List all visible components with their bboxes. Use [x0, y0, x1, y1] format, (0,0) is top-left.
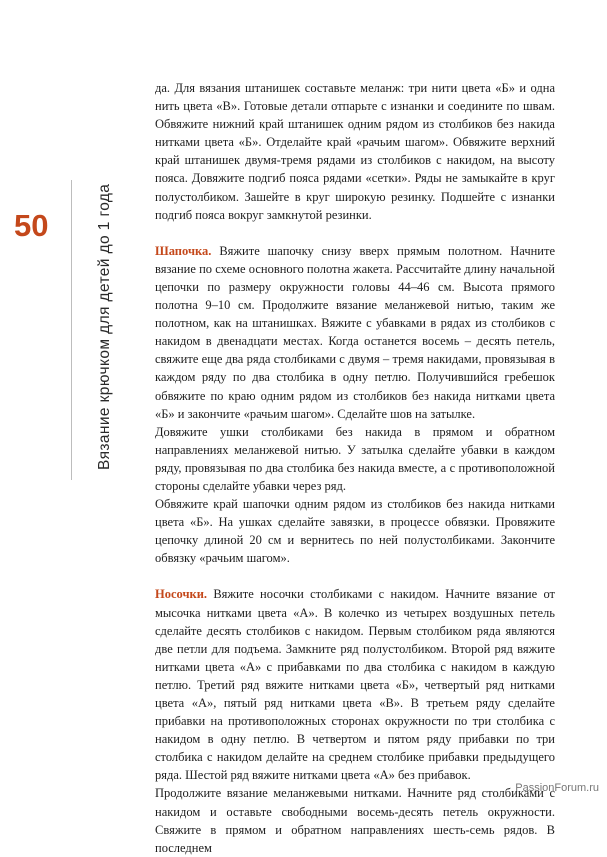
paragraph-socks [155, 585, 555, 784]
paragraph-socks-continue [155, 784, 555, 856]
paragraph-text: Продолжите вязание меланжевыми нитками. Начните ряд столбиками с накидом и оставьте свободными восемь-десять петель окружности. Свяжите в прямом и обратном направлениях шесть-семь рядов. В последнем [155, 786, 555, 855]
paragraph-text: Вяжите шапочку снизу вверх прямым полотном. Начните вязание по схеме основного полотна жакета. Рассчитайте длину начальной цепочки по размеру окружности головы 44–46 см. Высота прямого полотна 9–10 см. Продолжите вязание меланжевой нитью, таким же полотном, как на штанишках. Вяжите с убавками в рядах из столбиков с накидом в двенадцати местах. Когда останется восемь – десять петель, свяжите еще два ряда столбиками с двумя – тремя накидами, провязывая в каждом ряду по два столбика в одну петлю. Получившийся гребешок обвяжите по краю одним рядом из столбиков без накида нитками цвета «Б» и закончите «рачьим шагом». Сделайте шов на затылке. [155, 243, 555, 421]
section-heading-socks: Носочки. [155, 587, 208, 602]
site-watermark: PassionForum.ru [515, 782, 599, 794]
paragraph-hat-ears [155, 423, 555, 495]
paragraph-text: да. Для вязания штанишек составьте меланж: три нити цвета «Б» и одна нить цвета «В». Готовые детали отпарьте с изнанки и соедините по швам. Обвяжите нижний край штанишек одним рядом из столбиков без накида нитками цвета «Б». Отделайте край «рачьим шагом». Обвяжите верхний край штанишек двумя-тремя рядами из столбиков с накидом, на высоту пояса. Довяжите подгиб пояса рядами «сетки». Ряды не замыкайте в круг полустолбиком. Зашейте в круг широкую резинку. Подшейте с изнанки подгиб пояса вокруг замкнутой резинки. [155, 81, 555, 222]
body-text [155, 79, 555, 857]
section-gap [155, 224, 555, 242]
margin-divider [71, 180, 72, 480]
paragraph-text: Довяжите ушки столбиками без накида в прямом и обратном направлениях меланжевой нитью. У затылка сделайте убавки в каждом ряду, провязывая по два столбика без накида вместе, а с противоположной стороны сделайте убавки через ряд. [155, 424, 555, 493]
section-heading-hat: Шапочка. [155, 243, 212, 258]
running-title: Вязание крючком для детей до 1 года [96, 183, 113, 470]
paragraph-text: Вяжите носочки столбиками с накидом. Начните вязание от мысочка нитками цвета «А». В колечко из четырех воздушных петель сделайте десять столбиков с накидом. Первым столбиком ряда являются две петли для подъема. Замкните ряд полустолбиком. Второй ряд вяжите нитками цвета «А» с прибавками по два столбика с накидом в каждую петлю. Третий ряд вяжите нитками цвета «Б», четвертый ряд нитками цвета «А», пятый ряд нитками цвета «В». В третьем ряду сделайте прибавки на противоположных сторонах окружности по три столбика с накидом в одну петлю. В четвертом и пятом ряду прибавки по три столбика с накидом делайте на среднем столбике прибавки предыдущего ряда. Шестой ряд вяжите нитками цвета «А» без прибавок. [155, 587, 555, 783]
paragraph-text: Обвяжите край шапочки одним рядом из столбиков без накида нитками цвета «Б». На ушках сделайте завязки, в процессе обвязки. Провяжите цепочку длиной 20 см и вернитесь по ней полустолбиками. Закончите обвязку «рачьим шагом». [155, 497, 555, 566]
section-gap [155, 567, 555, 585]
page-number: 50 [14, 208, 49, 243]
paragraph-trousers-finish [155, 79, 555, 224]
paragraph-hat [155, 242, 555, 423]
paragraph-hat-edging [155, 495, 555, 567]
